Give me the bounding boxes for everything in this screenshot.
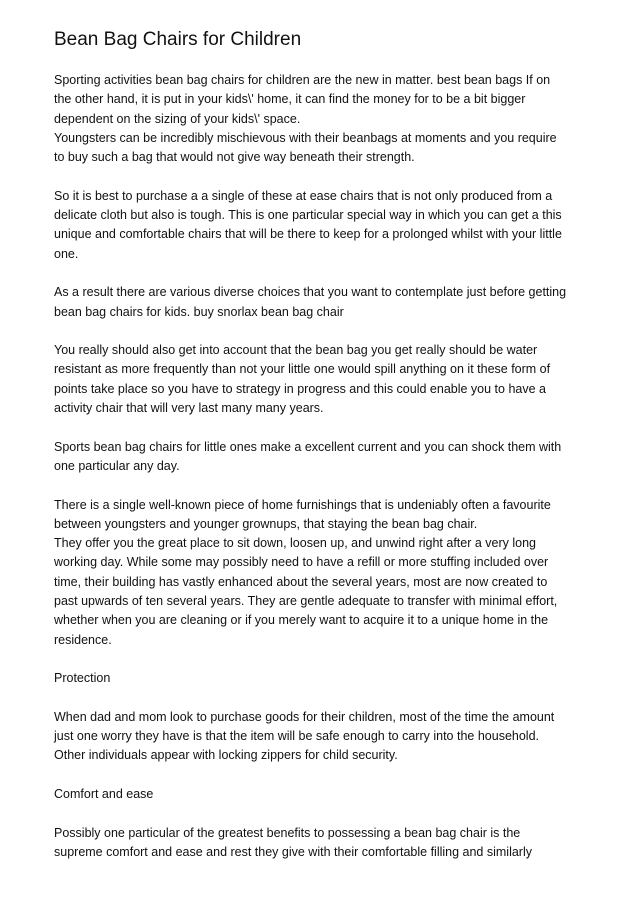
paragraph-1: Sporting activities bean bag chairs for children are the new in matter. best bean bags If on the other hand, it is put in your kids\' home, it can find the money for to be a bit bigger dependent on the sizing of your kids\' space. xyxy=(54,73,551,126)
paragraph-5: You really should also get into account that the bean bag you get really should be water resistant as more frequently than not your little one would spill anything on it these form of points take place so you have to strategy in progress and this could enable you to have a activity chair that will very last many many years. xyxy=(54,343,551,416)
paragraph-6: Sports bean bag chairs for little ones make a excellent current and you can shock them with one particular any day. xyxy=(54,439,562,473)
paragraph-2: Youngsters can be incredibly mischievous with their beanbags at moments and you require to buy such a bag that would not give way beneath their strength. xyxy=(54,130,557,165)
document-page xyxy=(54,28,590,862)
paragraph-8: They offer you the great place to sit down, loosen up, and unwind right after a very long working day. While some may possibly need to have a refill or more stuffing included over time, their building has vastly enhanced about the several years, most are now created to past upwards of ten several years. They are gentle adequate to transfer with minimal effort, whether when you are cleaning or if you merely want to acquire it to a unique home in the residence. xyxy=(54,536,558,647)
paragraph-7: There is a single well-known piece of home furnishings that is undeniably often a favourite between youngsters and younger grownups, that staying the bean bag chair. xyxy=(54,497,551,531)
paragraph-4: As a result there are various diverse choices that you want to contemplate just before getting bean bag chairs for kids. buy snorlax bean bag chair xyxy=(54,285,567,319)
paragraph-3: So it is best to purchase a a single of these at ease chairs that is not only produced from a delicate cloth but also is tough. This is one particular special way in which you can get a this unique and comfortable chairs that will be there to keep for a prolonged whilst with your little one. xyxy=(54,188,562,261)
paragraph-9: When dad and mom look to purchase goods for their children, most of the time the amount just one worry they have is that the item will be safe enough to carry into the household. Other individuals appear with locking zippers for child security. xyxy=(54,709,555,763)
section-heading-comfort: Comfort and ease xyxy=(54,786,154,801)
paragraph-10: Possibly one particular of the greatest benefits to possessing a bean bag chair is the supreme comfort and ease and rest they give with their comfortable filling and similarly xyxy=(54,825,532,859)
page-title: Bean Bag Chairs for Children xyxy=(54,29,302,50)
section-heading-protection: Protection xyxy=(54,671,111,686)
